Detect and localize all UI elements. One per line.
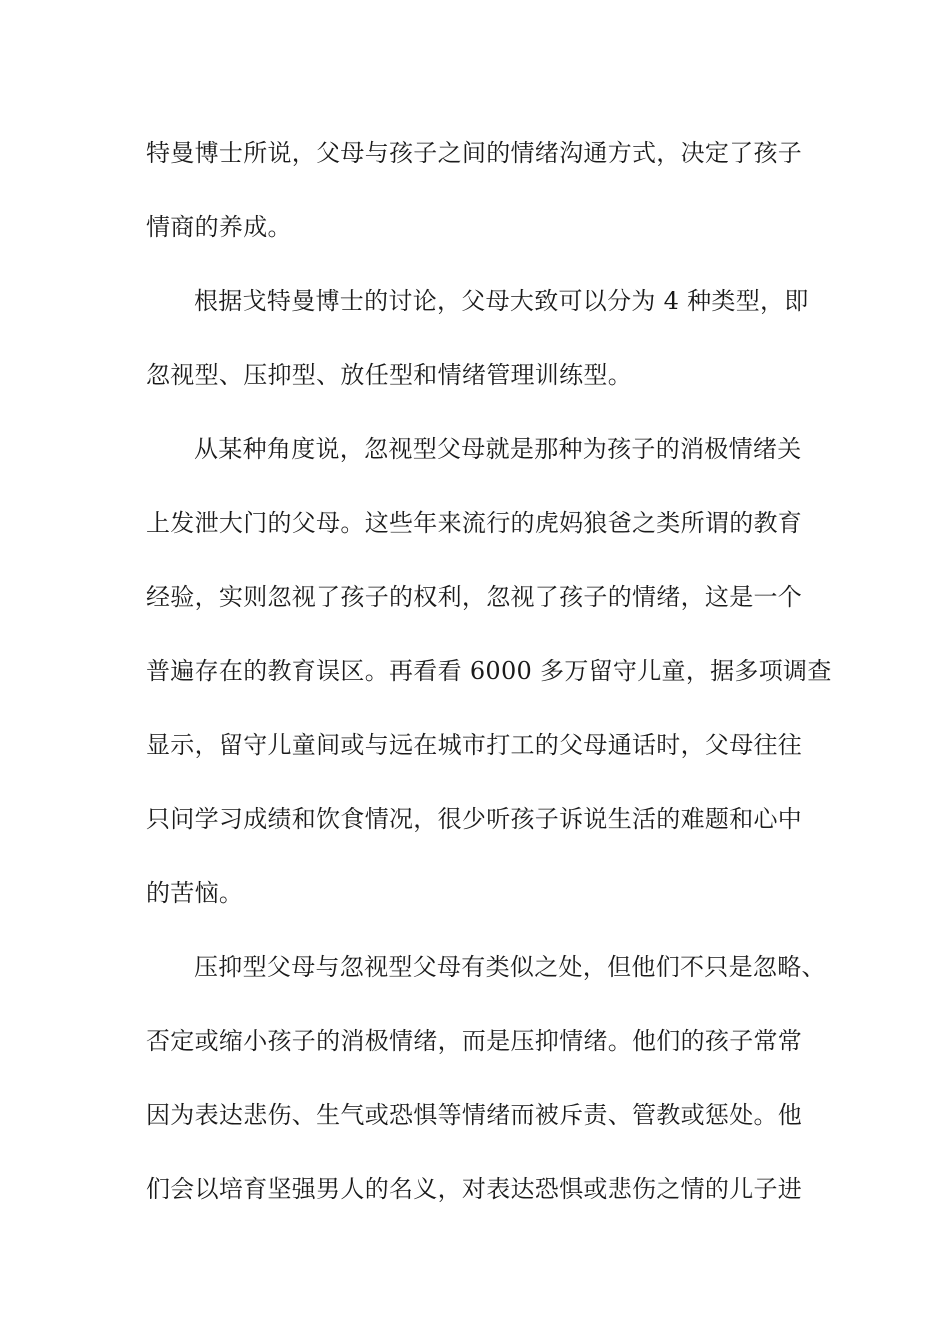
body-text-line: 们会以培育坚强男人的名义，对表达恐惧或悲伤之情的儿子进	[146, 1175, 803, 1203]
body-text-line: 忽视型、压抑型、放任型和情绪管理训练型。	[146, 361, 632, 389]
body-text-line: 的苦恼。	[146, 879, 244, 907]
body-text-line: 显示，留守儿童间或与远在城市打工的父母通话时，父母往往	[146, 731, 803, 759]
body-text-line: 因为表达悲伤、生气或恐惧等情绪而被斥责、管教或惩处。他	[146, 1101, 803, 1129]
body-text-line: 否定或缩小孩子的消极情绪，而是压抑情绪。他们的孩子常常	[146, 1027, 803, 1055]
body-text-line: 普遍存在的教育误区。再看看 6000 多万留守儿童，据多项调查	[146, 657, 832, 685]
paragraph-first-line: 根据戈特曼博士的讨论，父母大致可以分为 4 种类型，即	[194, 287, 809, 315]
paragraph-first-line: 压抑型父母与忽视型父母有类似之处，但他们不只是忽略、	[194, 953, 826, 981]
body-text-line: 情商的养成。	[146, 213, 292, 241]
body-text-line: 特曼博士所说，父母与孩子之间的情绪沟通方式，决定了孩子	[146, 139, 803, 167]
paragraph-first-line: 从某种角度说，忽视型父母就是那种为孩子的消极情绪关	[194, 435, 802, 463]
body-text-line: 只问学习成绩和饮食情况，很少听孩子诉说生活的难题和心中	[146, 805, 803, 833]
body-text-line: 上发泄大门的父母。这些年来流行的虎妈狼爸之类所谓的教育	[146, 509, 803, 537]
body-text-line: 经验，实则忽视了孩子的权利，忽视了孩子的情绪，这是一个	[146, 583, 803, 611]
